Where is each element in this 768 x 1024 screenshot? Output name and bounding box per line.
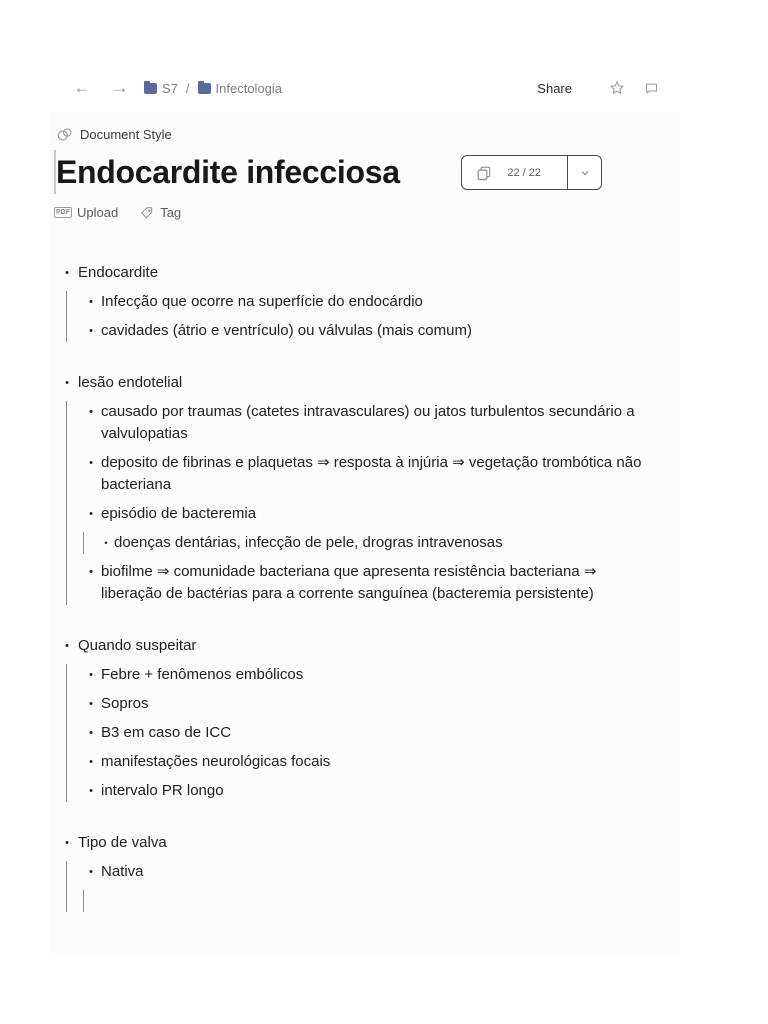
chevron-down-icon[interactable] (568, 167, 601, 179)
copy-icon[interactable] (476, 165, 493, 181)
bullet-icon: • (89, 727, 93, 739)
list-item-text: Febre + fenômenos embólicos (101, 666, 304, 683)
list-item-text: deposito de fibrinas e plaquetas ⇒ resposta à injúria ⇒ vegetação trombótica não bacteriana (101, 454, 642, 493)
list-item[interactable] (98, 532, 646, 554)
document-style-label: Document Style (80, 126, 172, 142)
list-item[interactable] (81, 401, 646, 445)
list-item[interactable] (81, 751, 646, 773)
document-meta (54, 205, 203, 220)
counter-value: 22 / 22 (507, 166, 541, 179)
list-item-text: B3 em caso de ICC (101, 724, 232, 741)
bullet-icon: • (89, 457, 93, 469)
tag-button[interactable] (140, 205, 181, 220)
bullet-icon: • (89, 866, 93, 878)
nested-list (83, 532, 646, 554)
bullet-icon: • (65, 640, 69, 652)
comment-icon[interactable] (642, 79, 660, 97)
back-arrow-icon[interactable]: ← (73, 78, 91, 97)
list-item[interactable] (56, 262, 646, 284)
folder-icon (198, 83, 211, 94)
list-item-text: doenças dentárias, infecção de pele, drogras intravenosas (114, 534, 503, 551)
upload-label: Upload (77, 205, 119, 220)
outline-section (56, 832, 646, 912)
list-item-text: manifestações neurológicas focais (101, 753, 331, 770)
outline-section (56, 635, 646, 802)
nested-list (66, 401, 646, 605)
breadcrumb-separator: / (185, 80, 190, 96)
bullet-icon: • (65, 377, 69, 389)
outline-section (56, 262, 646, 342)
list-item[interactable] (56, 832, 646, 854)
list-item-text: Tipo de valva (78, 834, 167, 851)
bullet-icon: • (65, 837, 69, 849)
bullet-icon: • (104, 538, 108, 548)
outline-section (56, 372, 646, 605)
nested-list (66, 291, 646, 342)
list-item-text: causado por traumas (catetes intravasculares) ou jatos turbulentos secundário a valvulopatias (101, 403, 635, 442)
list-item[interactable] (81, 503, 646, 525)
breadcrumb-item-infectologia[interactable]: Infectologia (215, 80, 283, 96)
list-item[interactable] (81, 693, 646, 715)
tag-label: Tag (160, 205, 182, 220)
list-item[interactable] (56, 635, 646, 657)
list-item[interactable] (81, 291, 646, 313)
star-icon[interactable] (608, 79, 626, 97)
list-item-text: cavidades (átrio e ventrículo) ou válvulas (mais comum) (101, 322, 472, 339)
list-item-text: Quando suspeitar (78, 637, 197, 654)
breadcrumb-item-s7[interactable]: S7 (162, 80, 178, 96)
tag-icon (140, 206, 154, 220)
bullet-icon: • (89, 508, 93, 520)
page-title[interactable]: Endocardite infecciosa (54, 150, 400, 194)
nested-list (66, 664, 646, 802)
list-item-text: Infecção que ocorre na superfície do endocárdio (101, 293, 423, 310)
empty-nested-list[interactable] (83, 890, 646, 912)
document-style-button[interactable] (56, 126, 172, 142)
list-item-text: episódio de bacteremia (101, 505, 257, 522)
list-item-text: Endocardite (78, 264, 159, 281)
bullet-icon: • (89, 406, 93, 418)
bullet-icon: • (89, 566, 93, 578)
list-item[interactable] (81, 561, 646, 605)
palette-icon (56, 126, 74, 142)
share-button[interactable]: Share (537, 80, 572, 96)
bullet-icon: • (65, 267, 69, 279)
bullet-icon: • (89, 785, 93, 797)
list-item[interactable] (81, 320, 646, 342)
bullet-icon: • (89, 325, 93, 337)
list-item-text: Nativa (101, 863, 144, 880)
list-item-text: lesão endotelial (78, 374, 183, 391)
breadcrumb (144, 81, 282, 96)
list-item[interactable] (81, 780, 646, 802)
outline-list (56, 262, 646, 942)
forward-arrow-icon[interactable]: → (111, 78, 129, 97)
bullet-icon: • (89, 698, 93, 710)
bullet-icon: • (89, 756, 93, 768)
version-counter (461, 155, 602, 190)
list-item-text: biofilme ⇒ comunidade bacteriana que apresenta resistência bacteriana ⇒ liberação de bactérias para a corrente sanguínea (bacteremia persistente) (101, 563, 597, 602)
list-item[interactable] (81, 722, 646, 744)
upload-button[interactable] (54, 205, 118, 220)
list-item[interactable] (56, 372, 646, 394)
folder-icon (144, 83, 157, 94)
pdf-icon: PDF (56, 209, 70, 216)
list-item-text: intervalo PR longo (101, 782, 224, 799)
bullet-icon: • (89, 296, 93, 308)
list-item[interactable] (81, 861, 646, 883)
bullet-icon: • (89, 669, 93, 681)
list-item-text: Sopros (101, 695, 149, 712)
list-item[interactable] (81, 452, 646, 496)
top-bar (68, 76, 660, 100)
list-item[interactable] (81, 664, 646, 686)
nested-list (66, 861, 646, 912)
